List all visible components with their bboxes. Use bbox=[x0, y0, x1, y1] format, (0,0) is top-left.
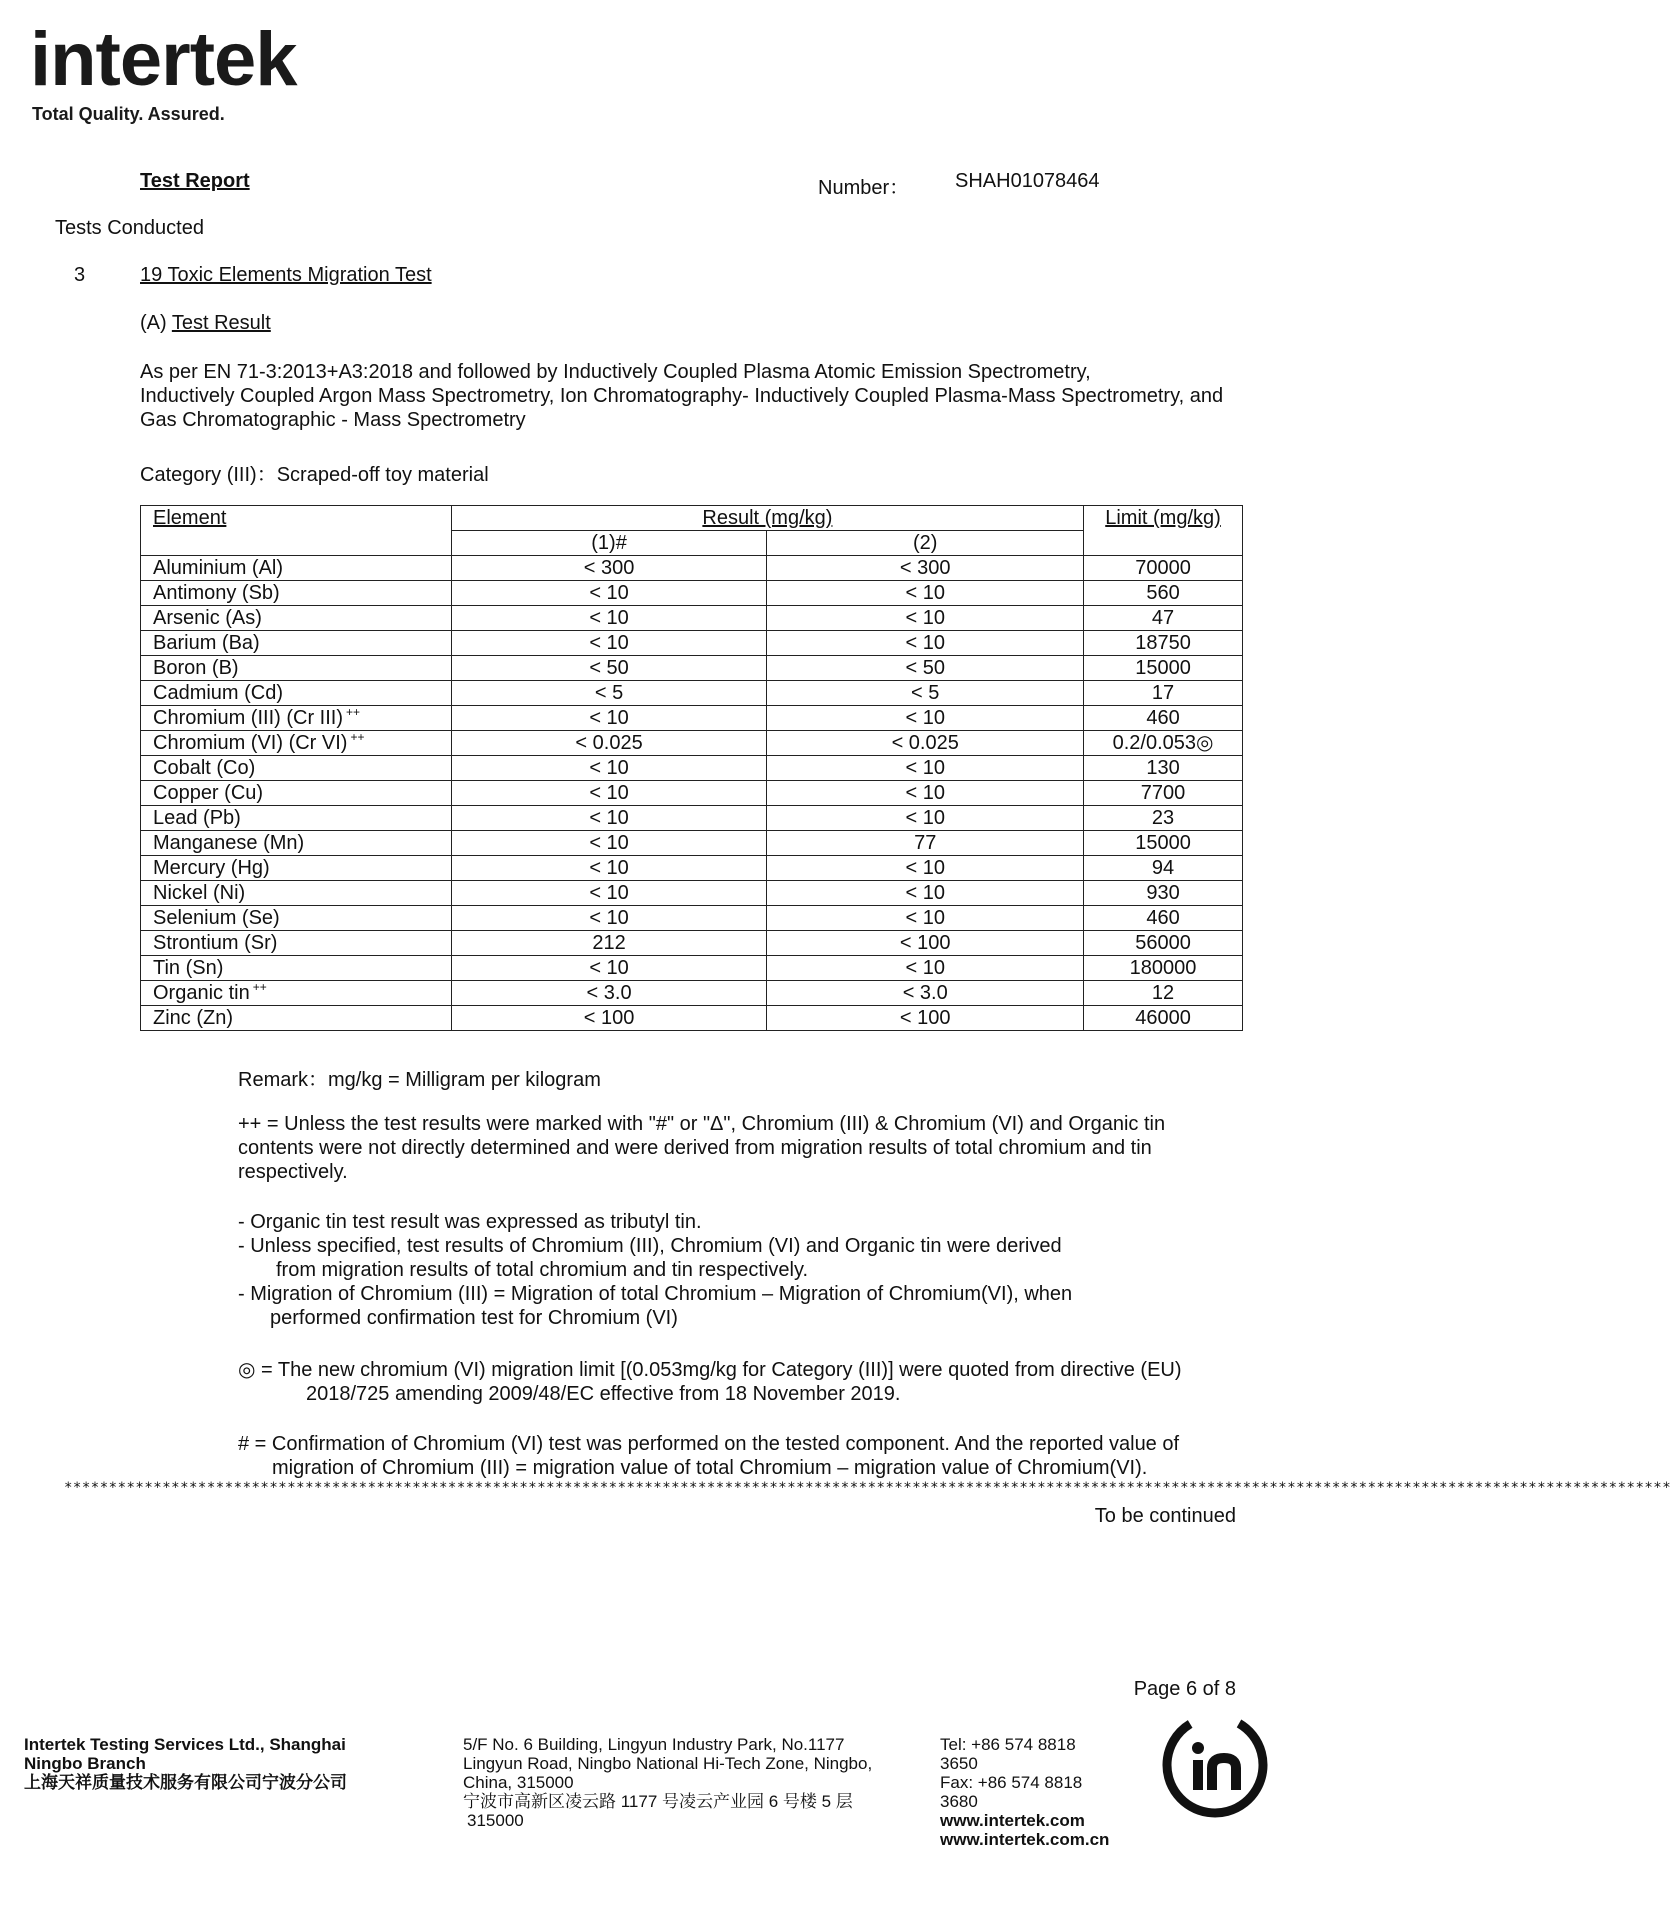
element-name: Manganese (Mn) bbox=[153, 832, 305, 854]
table-row bbox=[141, 831, 1243, 856]
limit-cell: 23 bbox=[1084, 806, 1243, 831]
element-name: Tin (Sn) bbox=[153, 957, 224, 979]
result-2-cell: < 10 bbox=[767, 906, 1084, 931]
result-1-cell: < 10 bbox=[451, 606, 767, 631]
method-line: Inductively Coupled Argon Mass Spectrometry, Ion Chromatography- Inductively Coupled Plasma-Mass Spectrometry, and bbox=[140, 385, 1224, 407]
to-be-continued: To be continued bbox=[1094, 1505, 1236, 1527]
footer-address-line: Lingyun Road, Ningbo National Hi-Tech Zone, Ningbo, bbox=[463, 1754, 873, 1773]
report-title: Test Report bbox=[140, 170, 250, 192]
limit-cell: 15000 bbox=[1084, 831, 1243, 856]
result-2-cell: < 10 bbox=[767, 581, 1084, 606]
result-2-cell: < 10 bbox=[767, 881, 1084, 906]
footer-web-link[interactable]: www.intertek.com bbox=[940, 1811, 1085, 1830]
limit-cell: 18750 bbox=[1084, 631, 1243, 656]
element-name: Boron (B) bbox=[153, 657, 239, 679]
result-2-cell: < 0.025 bbox=[767, 731, 1084, 756]
result-1-cell: < 3.0 bbox=[451, 981, 767, 1006]
element-cell bbox=[141, 981, 452, 1006]
element-cell bbox=[141, 556, 452, 581]
element-name: Lead (Pb) bbox=[153, 807, 241, 829]
table-row bbox=[141, 581, 1243, 606]
limit-cell: 0.2/0.053◎ bbox=[1084, 731, 1243, 756]
intertek-badge-icon bbox=[1160, 1710, 1270, 1820]
note-line: # = Confirmation of Chromium (VI) test was performed on the tested component. And the reported value of bbox=[238, 1433, 1180, 1455]
header-result: Result (mg/kg) bbox=[451, 506, 1083, 531]
header-limit: Limit (mg/kg) bbox=[1084, 506, 1243, 556]
element-cell bbox=[141, 831, 452, 856]
element-cell bbox=[141, 956, 452, 981]
element-cell bbox=[141, 631, 452, 656]
remark-line: Remark：mg/kg = Milligram per kilogram bbox=[238, 1069, 601, 1091]
result-2-cell: < 3.0 bbox=[767, 981, 1084, 1006]
page-number: Page 6 of 8 bbox=[1133, 1678, 1236, 1700]
table-row bbox=[141, 981, 1243, 1006]
table-row bbox=[141, 681, 1243, 706]
note-line: migration of Chromium (III) = migration value of total Chromium – migration value of Chromium(VI). bbox=[272, 1457, 1148, 1479]
note-line: ◎ = The new chromium (VI) migration limit [(0.053mg/kg for Category (III)] were quoted from directive (EU) bbox=[238, 1359, 1182, 1381]
element-cell bbox=[141, 606, 452, 631]
table-row bbox=[141, 731, 1243, 756]
hash-note bbox=[238, 1432, 1258, 1480]
limit-cell: 460 bbox=[1084, 906, 1243, 931]
separator-stars: ************************************************************************************************************************************************************************************ bbox=[64, 1480, 1671, 1496]
result-1-cell: < 10 bbox=[451, 781, 767, 806]
element-name: Mercury (Hg) bbox=[153, 857, 270, 879]
table-row bbox=[141, 781, 1243, 806]
table-row bbox=[141, 556, 1243, 581]
element-name: Selenium (Se) bbox=[153, 907, 280, 929]
result-1-cell: < 10 bbox=[451, 581, 767, 606]
header-sample-2: (2) bbox=[767, 531, 1084, 556]
limit-cell: 56000 bbox=[1084, 931, 1243, 956]
result-2-cell: < 10 bbox=[767, 631, 1084, 656]
table-row bbox=[141, 906, 1243, 931]
bullet-notes bbox=[238, 1210, 1248, 1330]
element-cell bbox=[141, 581, 452, 606]
method-line: Gas Chromatographic - Mass Spectrometry bbox=[140, 409, 526, 431]
table-row bbox=[141, 806, 1243, 831]
result-2-cell: < 10 bbox=[767, 856, 1084, 881]
table-row bbox=[141, 1006, 1243, 1031]
table-row bbox=[141, 606, 1243, 631]
footnote-marker: ++ bbox=[350, 730, 365, 745]
sub-heading bbox=[140, 312, 271, 335]
bullet-line: performed confirmation test for Chromium (VI) bbox=[270, 1307, 678, 1329]
table-row bbox=[141, 956, 1243, 981]
section-heading: Tests Conducted bbox=[55, 217, 204, 239]
element-cell bbox=[141, 881, 452, 906]
element-name: Strontium (Sr) bbox=[153, 932, 278, 954]
result-2-cell: < 100 bbox=[767, 1006, 1084, 1031]
footer-web-link-cn[interactable]: www.intertek.com.cn bbox=[940, 1830, 1110, 1849]
note-line: ++ = Unless the test results were marked with "#" or "Δ", Chromium (III) & Chromium (VI) and Organic tin bbox=[238, 1113, 1166, 1135]
result-1-cell: < 50 bbox=[451, 656, 767, 681]
footer-address-line: China, 315000 bbox=[463, 1773, 574, 1792]
result-2-cell: < 10 bbox=[767, 606, 1084, 631]
result-1-cell: 212 bbox=[451, 931, 767, 956]
limit-cell: 70000 bbox=[1084, 556, 1243, 581]
footer-tel: Tel: +86 574 8818 bbox=[940, 1735, 1076, 1754]
footer-fax: Fax: +86 574 8818 bbox=[940, 1773, 1083, 1792]
number-label: Number： bbox=[818, 177, 910, 199]
element-name: Organic tin bbox=[153, 982, 250, 1004]
footer-address-line: 宁波市高新区凌云路 1177 号凌云产业园 6 号楼 5 层 bbox=[463, 1792, 853, 1811]
results-table bbox=[140, 505, 1243, 1031]
limit-cell: 17 bbox=[1084, 681, 1243, 706]
footer-company-line: Ningbo Branch bbox=[24, 1754, 146, 1773]
limit-cell: 15000 bbox=[1084, 656, 1243, 681]
footer-fax-cont: 3680 bbox=[940, 1792, 978, 1811]
table-row bbox=[141, 631, 1243, 656]
note-line: respectively. bbox=[238, 1161, 348, 1183]
table-header-row bbox=[141, 506, 1243, 531]
result-1-cell: < 10 bbox=[451, 706, 767, 731]
element-cell bbox=[141, 906, 452, 931]
element-cell bbox=[141, 681, 452, 706]
result-1-cell: < 10 bbox=[451, 756, 767, 781]
result-1-cell: < 0.025 bbox=[451, 731, 767, 756]
element-name: Zinc (Zn) bbox=[153, 1007, 233, 1029]
element-name: Cadmium (Cd) bbox=[153, 682, 284, 704]
circle-note bbox=[238, 1358, 1258, 1406]
limit-cell: 94 bbox=[1084, 856, 1243, 881]
element-cell bbox=[141, 731, 452, 756]
test-item-title: 19 Toxic Elements Migration Test bbox=[140, 264, 432, 286]
result-1-cell: < 10 bbox=[451, 956, 767, 981]
element-name: Nickel (Ni) bbox=[153, 882, 246, 904]
table-row bbox=[141, 881, 1243, 906]
limit-cell: 930 bbox=[1084, 881, 1243, 906]
header-element: Element bbox=[141, 506, 452, 556]
element-name: Chromium (VI) (Cr VI) bbox=[153, 732, 348, 754]
result-2-cell: < 300 bbox=[767, 556, 1084, 581]
result-2-cell: < 10 bbox=[767, 756, 1084, 781]
footer-company-line: Intertek Testing Services Ltd., Shanghai bbox=[24, 1735, 346, 1754]
logo-tagline: Total Quality. Assured. bbox=[32, 104, 225, 124]
bullet-line: - Migration of Chromium (III) = Migration of total Chromium – Migration of Chromium(VI), when bbox=[238, 1283, 1073, 1305]
result-2-cell: < 10 bbox=[767, 806, 1084, 831]
result-1-cell: < 10 bbox=[451, 906, 767, 931]
result-2-cell: < 5 bbox=[767, 681, 1084, 706]
result-2-cell: 77 bbox=[767, 831, 1084, 856]
limit-cell: 7700 bbox=[1084, 781, 1243, 806]
limit-cell: 130 bbox=[1084, 756, 1243, 781]
element-name: Antimony (Sb) bbox=[153, 582, 280, 604]
element-name: Aluminium (Al) bbox=[153, 557, 284, 579]
limit-cell: 12 bbox=[1084, 981, 1243, 1006]
element-cell bbox=[141, 706, 452, 731]
result-1-cell: < 10 bbox=[451, 806, 767, 831]
element-name: Arsenic (As) bbox=[153, 607, 262, 629]
note-line: 2018/725 amending 2009/48/EC effective from 18 November 2019. bbox=[306, 1383, 901, 1405]
footer-company bbox=[24, 1735, 347, 1792]
header-sample-1: (1)# bbox=[451, 531, 767, 556]
footer-address bbox=[463, 1735, 923, 1830]
result-1-cell: < 10 bbox=[451, 881, 767, 906]
footnote-marker: ++ bbox=[346, 705, 361, 720]
limit-cell: 460 bbox=[1084, 706, 1243, 731]
footer-contact bbox=[940, 1735, 1109, 1849]
sub-heading-title: Test Result bbox=[171, 312, 271, 334]
limit-cell: 47 bbox=[1084, 606, 1243, 631]
table-row bbox=[141, 656, 1243, 681]
result-1-cell: < 10 bbox=[451, 856, 767, 881]
result-2-cell: < 100 bbox=[767, 931, 1084, 956]
limit-cell: 560 bbox=[1084, 581, 1243, 606]
method-line: As per EN 71-3:2013+A3:2018 and followed by Inductively Coupled Plasma Atomic Emission Spectrometry, bbox=[140, 361, 1091, 383]
element-name: Cobalt (Co) bbox=[153, 757, 256, 779]
table-row bbox=[141, 856, 1243, 881]
result-1-cell: < 300 bbox=[451, 556, 767, 581]
intertek-logo: intertek bbox=[30, 17, 297, 102]
result-2-cell: < 10 bbox=[767, 956, 1084, 981]
result-1-cell: < 100 bbox=[451, 1006, 767, 1031]
element-cell bbox=[141, 756, 452, 781]
report-number: SHAH01078464 bbox=[955, 170, 1100, 192]
category-line: Category (III)：Scraped-off toy material bbox=[140, 464, 489, 486]
result-2-cell: < 10 bbox=[767, 706, 1084, 731]
element-cell bbox=[141, 1006, 452, 1031]
element-name: Barium (Ba) bbox=[153, 632, 260, 654]
table-row bbox=[141, 756, 1243, 781]
element-name: Copper (Cu) bbox=[153, 782, 264, 804]
result-1-cell: < 10 bbox=[451, 631, 767, 656]
bullet-line: from migration results of total chromium and tin respectively. bbox=[276, 1259, 809, 1281]
result-1-cell: < 5 bbox=[451, 681, 767, 706]
footnote-marker: ++ bbox=[252, 980, 267, 995]
table-row bbox=[141, 931, 1243, 956]
test-item-number: 3 bbox=[74, 264, 86, 286]
footer-address-line: 5/F No. 6 Building, Lingyun Industry Park, No.1177 bbox=[463, 1735, 845, 1754]
bullet-line: - Unless specified, test results of Chromium (III), Chromium (VI) and Organic tin were derived bbox=[238, 1235, 1062, 1257]
note-line: contents were not directly determined and were derived from migration results of total chromium and tin bbox=[238, 1137, 1152, 1159]
element-cell bbox=[141, 856, 452, 881]
footer-company-line: 上海天祥质量技术服务有限公司宁波分公司 bbox=[24, 1773, 347, 1792]
bullet-line: - Organic tin test result was expressed as tributyl tin. bbox=[238, 1211, 702, 1233]
sub-heading-prefix: (A) bbox=[140, 312, 172, 334]
limit-cell: 46000 bbox=[1084, 1006, 1243, 1031]
plusplus-note bbox=[238, 1112, 1248, 1184]
result-1-cell: < 10 bbox=[451, 831, 767, 856]
table-row bbox=[141, 706, 1243, 731]
footer-address-line: 315000 bbox=[467, 1811, 524, 1830]
element-cell bbox=[141, 806, 452, 831]
footer-tel-cont: 3650 bbox=[940, 1754, 978, 1773]
element-cell bbox=[141, 931, 452, 956]
element-cell bbox=[141, 656, 452, 681]
element-cell bbox=[141, 781, 452, 806]
result-2-cell: < 10 bbox=[767, 781, 1084, 806]
method-paragraph bbox=[140, 360, 1260, 432]
limit-cell: 180000 bbox=[1084, 956, 1243, 981]
result-2-cell: < 50 bbox=[767, 656, 1084, 681]
element-name: Chromium (III) (Cr III) bbox=[153, 707, 343, 729]
